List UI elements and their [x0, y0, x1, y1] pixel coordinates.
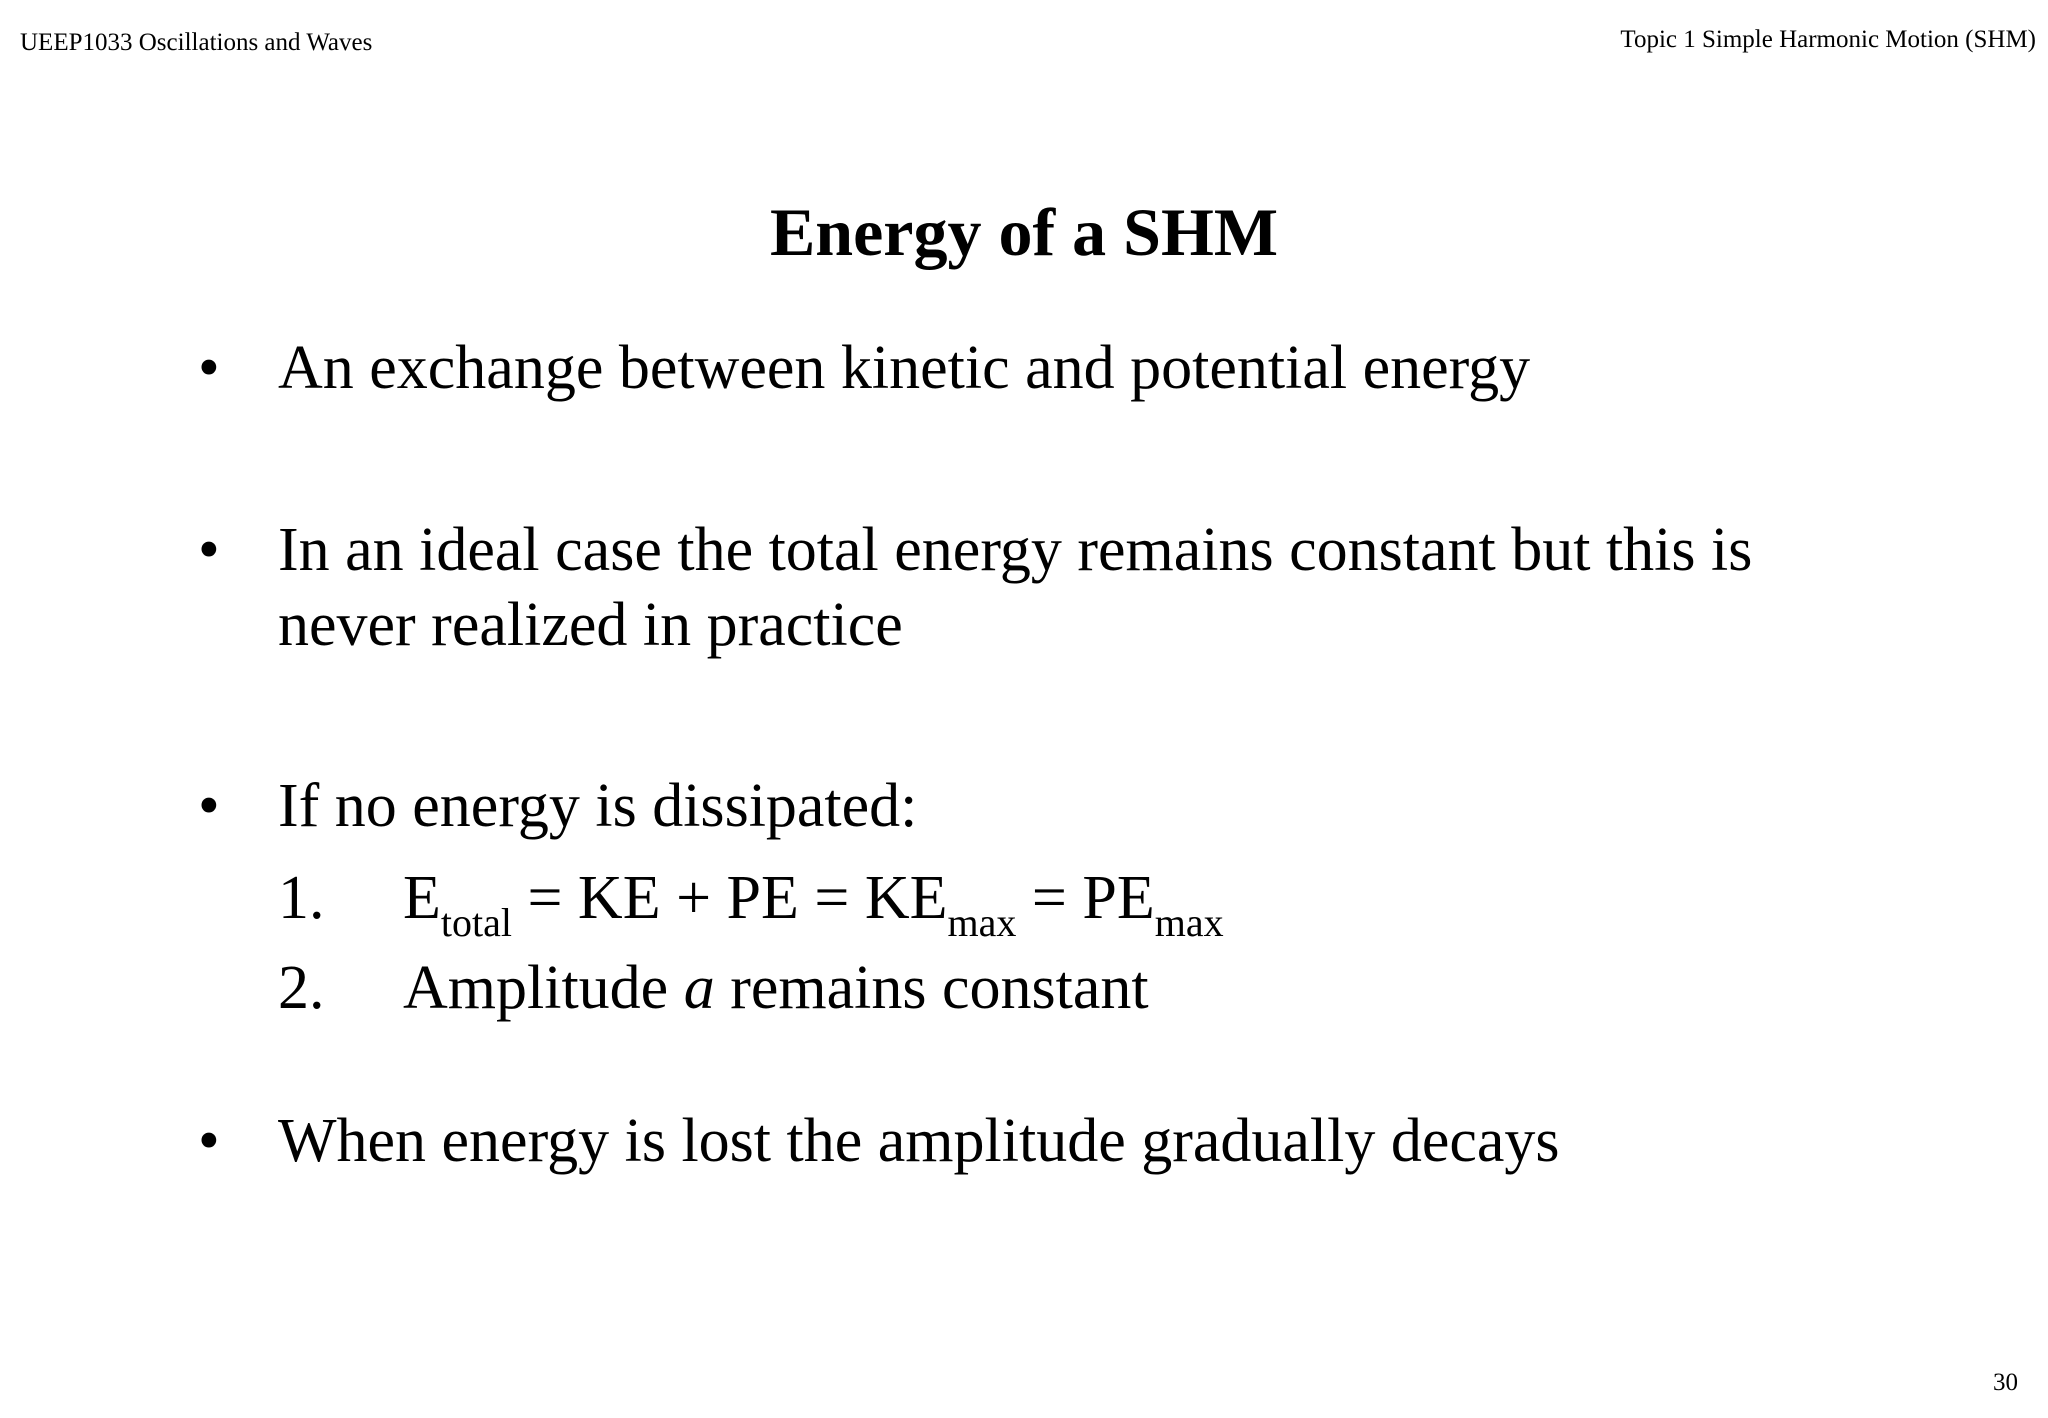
bullet-marker-4: • — [198, 1107, 220, 1175]
bullet-text-1: An exchange between kinetic and potential energy — [278, 334, 1531, 402]
bullet-text-2-line2: never realized in practice — [278, 591, 903, 659]
amplitude-variable: a — [683, 954, 715, 1022]
e-symbol: E — [403, 864, 441, 932]
numbered-item-1-number: 1. — [278, 864, 325, 932]
bullet-text-2-line1: In an ideal case the total energy remains constant but this is — [278, 516, 1753, 584]
header-course: UEEP1033 Oscillations and Waves — [20, 29, 373, 56]
bullet-text-4: When energy is lost the amplitude gradually decays — [278, 1107, 1560, 1175]
energy-equation — [403, 860, 1224, 945]
equation-middle: = KE + PE = KE — [511, 864, 948, 932]
bullet-marker-3: • — [198, 772, 220, 840]
equation-pe: = PE — [1016, 864, 1155, 932]
numbered-item-2-number: 2. — [278, 954, 325, 1022]
slide-title: Energy of a SHM — [769, 194, 1279, 270]
amplitude-statement — [403, 950, 1149, 1026]
bullet-text-3: If no energy is dissipated: — [278, 772, 918, 840]
amplitude-suffix: remains constant — [714, 954, 1149, 1022]
amplitude-prefix: Amplitude — [403, 954, 684, 1022]
bullet-marker-1: • — [198, 334, 220, 402]
ke-subscript: max — [947, 900, 1017, 945]
pe-subscript: max — [1154, 900, 1224, 945]
e-subscript: total — [440, 900, 512, 945]
page-number: 30 — [1993, 1369, 2018, 1396]
header-topic: Topic 1 Simple Harmonic Motion (SHM) — [1620, 26, 2036, 53]
bullet-marker-2: • — [198, 516, 220, 584]
